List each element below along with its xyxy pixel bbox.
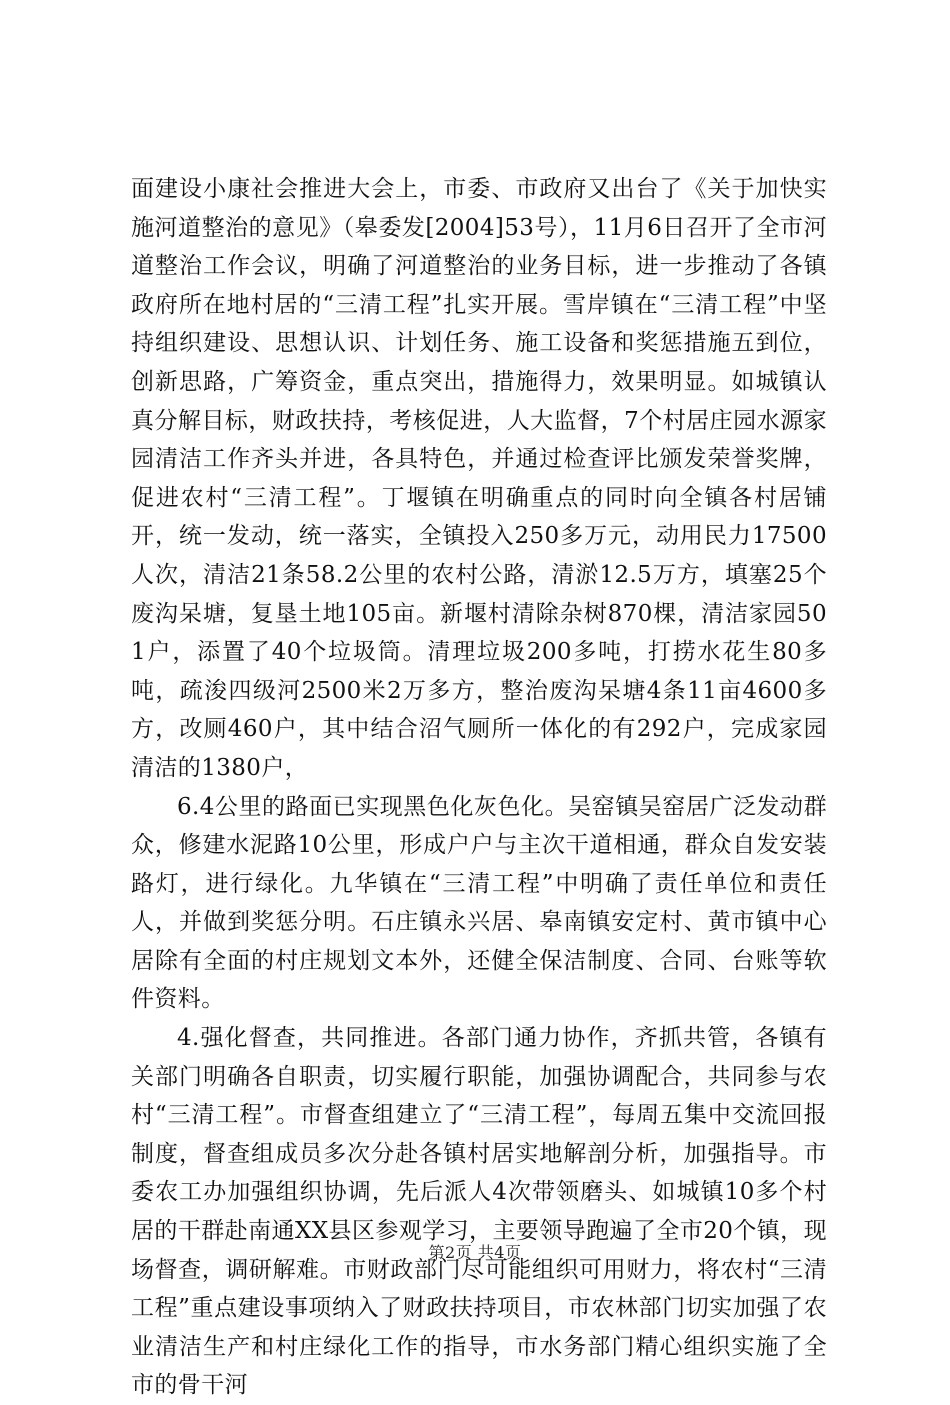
paragraph-1: 面建设小康社会推进大会上，市委、市政府又出台了《关于加快实施河道整治的意见》（皋委发[2004]53号），11月6日召开了全市河道整治工作会议，明确了河道整治的业务目标，进一步推动了各镇政府所在地村居的“三清工程”扎实开展。雪岸镇在“三清工程”中坚持组织建设、思想认识、计划任务、施工设备和奖惩措施五到位，创新思路，广筹资金，重点突出，措施得力，效果明显。如城镇认真分解目标，财政扶持，考核促进，人大监督，7个村居庄园水源家园清洁工作齐头并进，各具特色，并通过检查评比颁发荣誉奖牌，促进农村“三清工程”。丁堰镇在明确重点的同时向全镇各村居铺开，统一发动，统一落实，全镇投入250多万元，动用民力17500人次，清洁21条58.2公里的农村公路，清淤12.5万方，填塞25个废沟呆塘，复垦土地105亩。新堰村清除杂树870棵，清洁家园501户，添置了40个垃圾筒。清理垃圾200多吨，打捞水花生80多吨，疏浚四级河2500米2万多方，整治废沟呆塘4条11亩4600多方，改厕460户，其中结合沼气厕所一体化的有292户，完成家园清洁的1380户，	[131, 176, 827, 781]
paragraph-2: 6.4公里的路面已实现黑色化灰色化。吴窑镇吴窑居广泛发动群众，修建水泥路10公里，形成户户与主次干道相通，群众自发安装路灯，进行绿化。九华镇在“三清工程”中明确了责任单位和责任人，并做到奖惩分明。石庄镇永兴居、皋南镇安定村、黄市镇中心居除有全面的村庄规划文本外，还健全保洁制度、合同、台账等软件资料。	[131, 793, 827, 1013]
paragraph-3: 4.强化督查，共同推进。各部门通力协作，齐抓共管，各镇有关部门明确各自职责，切实履行职能，加强协调配合，共同参与农村“三清工程”。市督查组建立了“三清工程”，每周五集中交流回报制度，督查组成员多次分赴各镇村居实地解剖分析，加强指导。市委农工办加强组织协调，先后派人4次带领磨头、如城镇10多个村居的干群赴南通XX县区参观学习，主要领导跑遍了全市20个镇，现场督查，调研解难。市财政部门尽可能组织可用财力，将农村“三清工程”重点建设事项纳入了财政扶持项目，市农林部门切实加强了农业清洁生产和村庄绿化工作的指导，市水务部门精心组织实施了全市的骨干河	[131, 1025, 827, 1399]
page-footer: 第2页 共4页	[428, 1243, 522, 1262]
document-body	[131, 170, 827, 1405]
